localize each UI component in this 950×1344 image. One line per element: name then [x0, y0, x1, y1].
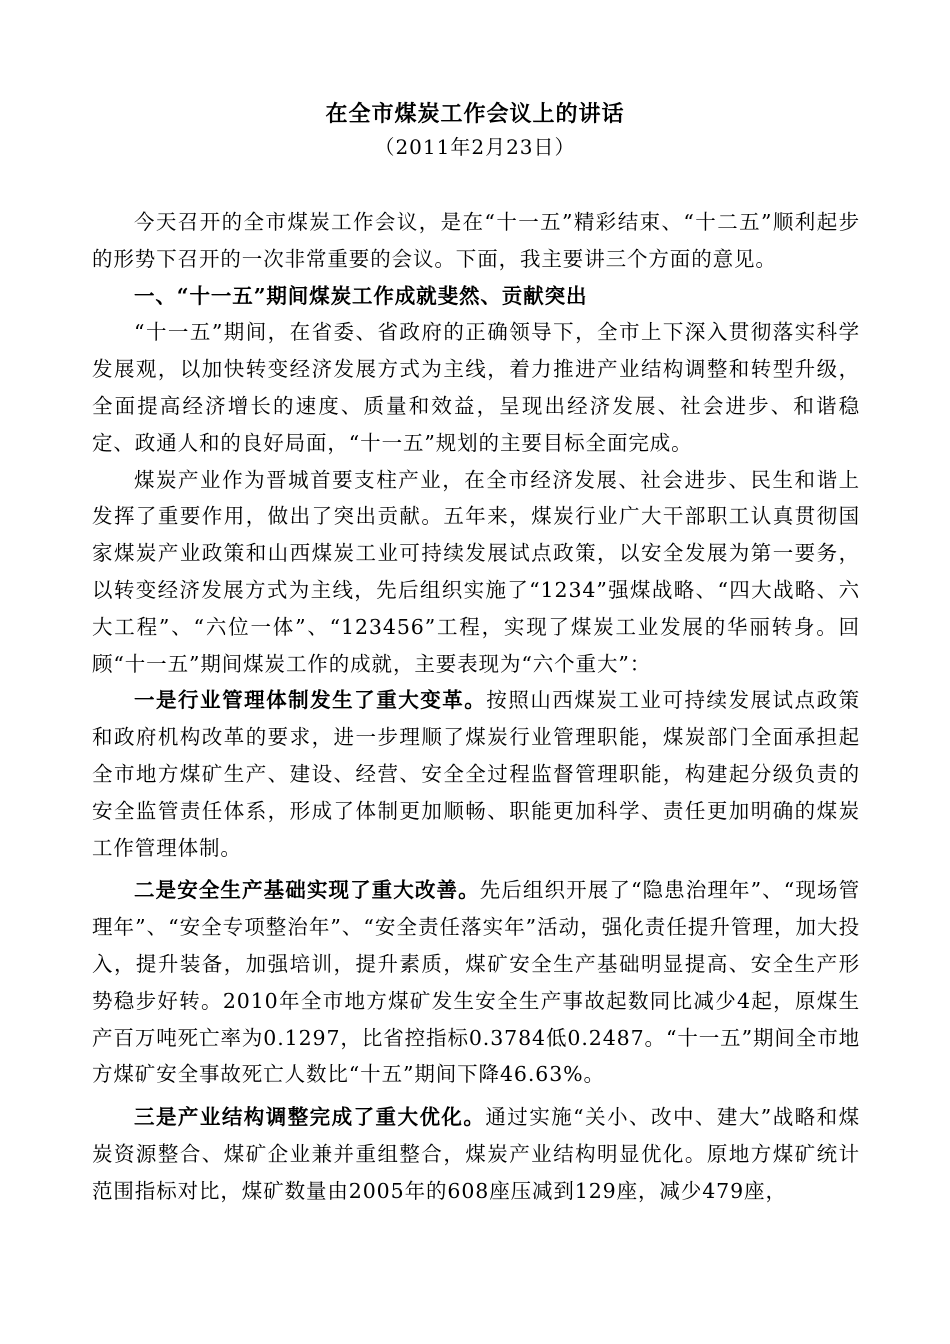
paragraph-4-lead: 二是安全生产基础实现了重大改善。 — [134, 878, 480, 903]
paragraph-5-lead: 三是产业结构调整完成了重大优化。 — [134, 1105, 486, 1130]
paragraph-4-text: 先后组织开展了“隐患治理年”、“现场管理年”、“安全专项整治年”、“安全责任落实年”活动，强化责任提升管理，加大投入，提升装备，加强培训，提升素质，煤矿安全生产基础明显提高、安全生产形势稳步好转。2010年全市地方煤矿发生安全生产事故起数同比减少4起，原煤生产百万吨死亡率为0.1297，比省控指标0.3784低0.2487。“十一五”期间全市地方煤矿安全事故死亡人数比“十五”期间下降46.63%。 — [92, 878, 860, 1087]
document-body — [92, 204, 860, 1210]
paragraph-3-text: 按照山西煤炭工业可持续发展试点政策和政府机构改革的要求，进一步理顺了煤炭行业管理职能，煤炭部门全面承担起全市地方煤矿生产、建设、经营、安全全过程监督管理职能，构建起分级负责的安全监管责任体系，形成了体制更加顺畅、职能更加科学、责任更加明确的煤炭工作管理体制。 — [92, 688, 860, 860]
section-heading-1: 一、“十一五”期间煤炭工作成就斐然、贡献突出 — [134, 283, 588, 308]
paragraph-1: “十一五”期间，在省委、省政府的正确领导下，全市上下深入贯彻落实科学发展观，以加快转变经济发展方式为主线，着力推进产业结构调整和转型升级，全面提高经济增长的速度、质量和效益，呈现出经济发展、社会进步、和谐稳定、政通人和的良好局面，“十一五”规划的主要目标全面完成。 — [92, 320, 860, 455]
paragraph-5 — [92, 1099, 860, 1209]
paragraph-4 — [92, 872, 860, 1093]
paragraph-3-lead: 一是行业管理体制发生了重大变革。 — [134, 688, 487, 713]
document-title: 在全市煤炭工作会议上的讲话 — [325, 101, 625, 127]
paragraph-3 — [92, 682, 860, 866]
document-date: （2011年2月23日） — [374, 135, 576, 159]
paragraph-5-text: 通过实施“关小、改中、建大”战略和煤炭资源整合、煤矿企业兼并重组整合，煤炭产业结构明显优化。原地方煤矿统计范围指标对比，煤矿数量由2005年的608座压减到129座，减少479座， — [92, 1105, 860, 1203]
intro-paragraph: 今天召开的全市煤炭工作会议，是在“十一五”精彩结束、“十二五”顺利起步的形势下召开的一次非常重要的会议。下面，我主要讲三个方面的意见。 — [92, 210, 860, 271]
paragraph-2: 煤炭产业作为晋城首要支柱产业，在全市经济发展、社会进步、民生和谐上发挥了重要作用，做出了突出贡献。五年来，煤炭行业广大干部职工认真贯彻国家煤炭产业政策和山西煤炭工业可持续发展试点政策，以安全发展为第一要务，以转变经济发展方式为主线，先后组织实施了“1234”强煤战略、“四大战略、六大工程”、“六位一体”、“123456”工程，实现了煤炭工业发展的华丽转身。回顾“十一五”期间煤炭工作的成就，主要表现为“六个重大”： — [92, 467, 860, 676]
